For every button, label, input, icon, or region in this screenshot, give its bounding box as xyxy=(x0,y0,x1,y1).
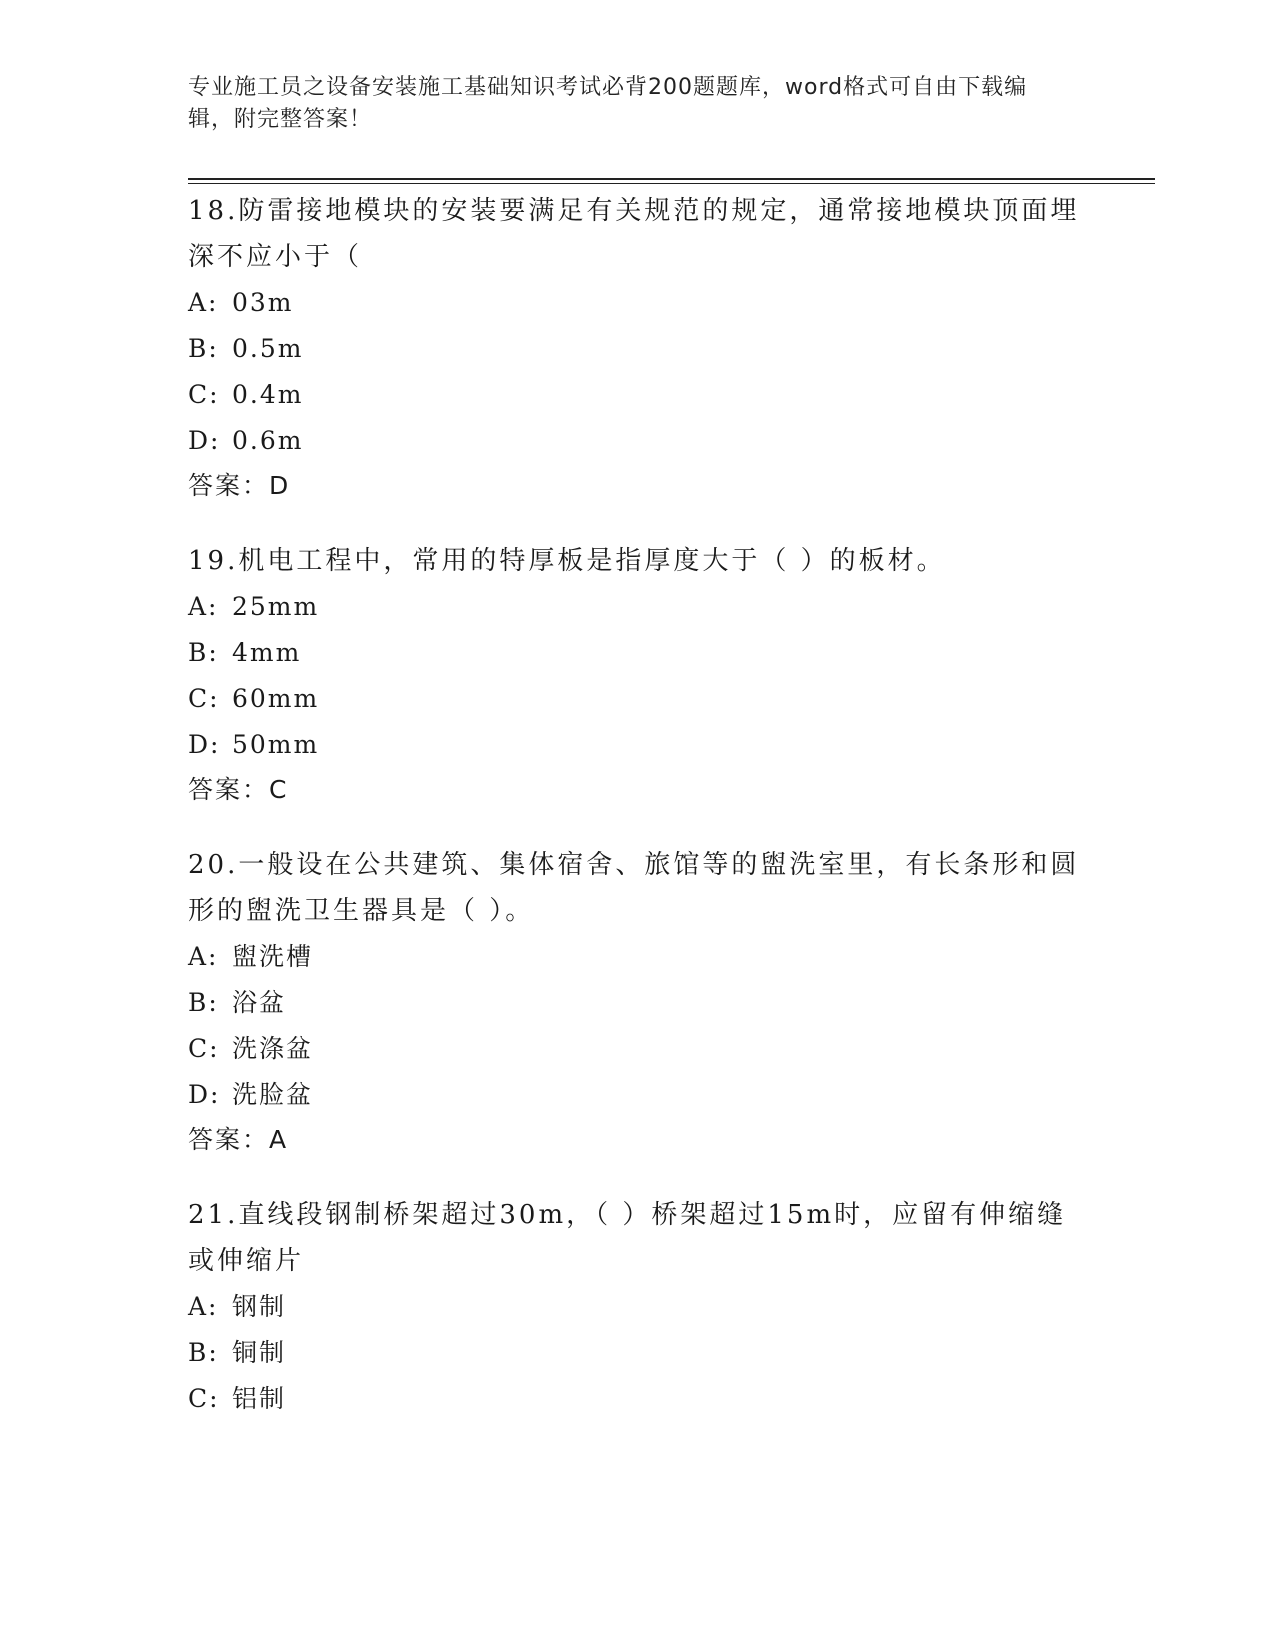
option-label: C: xyxy=(188,1034,220,1063)
option-c xyxy=(188,1376,1088,1422)
option-text: 03m xyxy=(232,288,294,317)
option-c xyxy=(188,372,1088,418)
option-text: 洗涤盆 xyxy=(232,1034,314,1063)
question-body: 一般设在公共建筑、集体宿舍、旅馆等的盥洗室里，有长条形和圆形的盥洗卫生器具是（ ）。 xyxy=(188,850,1080,926)
option-a xyxy=(188,280,1088,326)
option-label: B: xyxy=(188,638,219,667)
answer-line: 答案：C xyxy=(188,775,289,804)
question-20 xyxy=(188,842,1088,1162)
option-text: 60mm xyxy=(232,684,320,713)
question-list xyxy=(188,188,1088,1452)
option-text: 浴盆 xyxy=(232,988,287,1017)
option-label: C: xyxy=(188,1384,220,1413)
question-text xyxy=(188,1192,1088,1284)
option-text: 0.4m xyxy=(232,380,304,409)
question-number: 19. xyxy=(188,546,239,576)
option-b xyxy=(188,630,1088,676)
question-body: 防雷接地模块的安装要满足有关规范的规定，通常接地模块顶面埋深不应小于（ xyxy=(188,196,1080,272)
option-a xyxy=(188,584,1088,630)
option-text: 0.5m xyxy=(232,334,304,363)
option-d xyxy=(188,722,1088,768)
option-text: 4mm xyxy=(232,638,302,667)
option-text: 盥洗槽 xyxy=(232,942,314,971)
option-b xyxy=(188,980,1088,1026)
option-text: 50mm xyxy=(232,730,320,759)
document-header: 专业施工员之设备安装施工基础知识考试必背200题题库，word格式可自由下载编辑，附完整答案！ xyxy=(188,75,1028,132)
option-d xyxy=(188,1072,1088,1118)
question-number: 18. xyxy=(188,196,239,226)
question-body: 直线段钢制桥架超过30m，（ ）桥架超过15m时，应留有伸缩缝或伸缩片 xyxy=(188,1200,1067,1276)
question-text xyxy=(188,842,1088,934)
answer-line: 答案：D xyxy=(188,471,291,500)
option-text: 铜制 xyxy=(232,1338,287,1367)
option-c xyxy=(188,676,1088,722)
option-b xyxy=(188,326,1088,372)
answer-line: 答案：A xyxy=(188,1125,289,1154)
option-label: A: xyxy=(188,592,219,621)
option-label: D: xyxy=(188,730,221,759)
question-number: 20. xyxy=(188,850,239,880)
question-21 xyxy=(188,1192,1088,1422)
option-label: C: xyxy=(188,380,220,409)
option-d xyxy=(188,418,1088,464)
option-label: B: xyxy=(188,988,219,1017)
question-19 xyxy=(188,538,1088,812)
question-text xyxy=(188,538,1088,584)
question-body: 机电工程中，常用的特厚板是指厚度大于（ ）的板材。 xyxy=(238,546,946,576)
option-b xyxy=(188,1330,1088,1376)
option-text: 钢制 xyxy=(232,1292,287,1321)
option-label: B: xyxy=(188,1338,219,1367)
option-text: 0.6m xyxy=(232,426,304,455)
header-divider-thick xyxy=(188,178,1155,180)
option-label: A: xyxy=(188,942,219,971)
question-number: 21. xyxy=(188,1200,239,1230)
question-18 xyxy=(188,188,1088,508)
option-label: D: xyxy=(188,1080,221,1109)
option-label: D: xyxy=(188,426,221,455)
option-text: 25mm xyxy=(232,592,320,621)
option-label: C: xyxy=(188,684,220,713)
option-label: A: xyxy=(188,1292,219,1321)
question-text xyxy=(188,188,1088,280)
option-a xyxy=(188,1284,1088,1330)
option-text: 洗脸盆 xyxy=(232,1080,314,1109)
option-label: A: xyxy=(188,288,219,317)
header-divider-thin xyxy=(188,183,1155,184)
option-c xyxy=(188,1026,1088,1072)
option-text: 铝制 xyxy=(232,1384,287,1413)
option-label: B: xyxy=(188,334,219,363)
option-a xyxy=(188,934,1088,980)
